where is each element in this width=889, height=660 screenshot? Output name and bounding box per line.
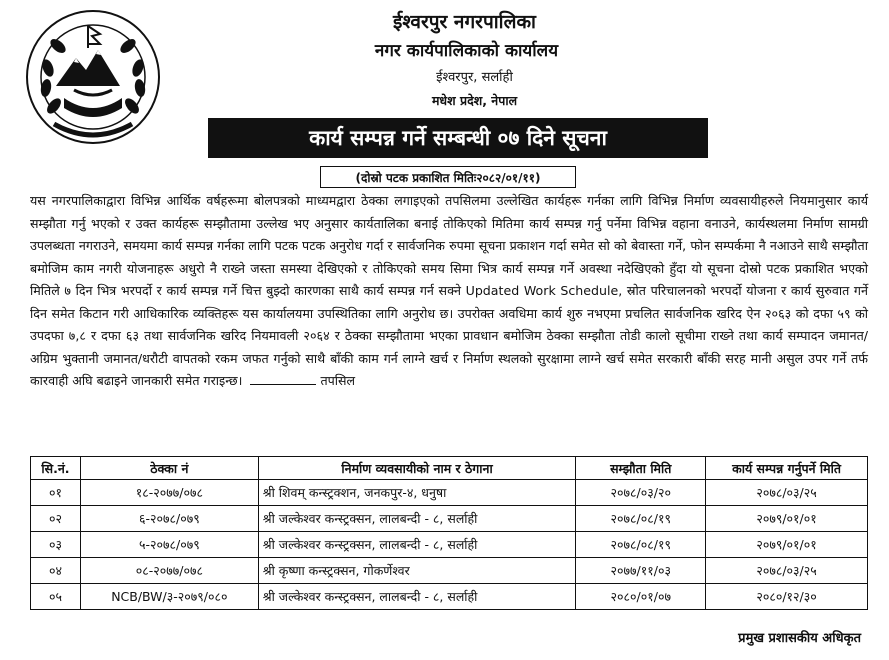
cell-completion-date: २०७९/०१/०१: [706, 532, 868, 558]
cell-contractor: श्री कृष्णा कन्स्ट्रक्सन, गोकर्णेश्वर: [258, 558, 576, 584]
cell-sn: ०१: [31, 480, 81, 506]
cell-contractor: श्री जल्केश्वर कन्स्ट्रक्सन, लालबन्दी - ८, सर्लाही: [258, 584, 576, 610]
table-row: [31, 506, 868, 532]
notice-body-text: यस नगरपालिकाद्वारा विभिन्न आर्थिक वर्षहरूमा बोलपत्रको माध्यमद्वारा ठेक्का लगाइएको तपसिलमा उल्लेखित कार्यहरू गर्नका लागि विभिन्न निर्माण व्यवसायीहरुले नियमानुसार कार्य सम्झौता गर्नु भएको र उक्त कार्यहरू सम्झौतामा उल्लेख भए अनुसार कार्यतालिका बनाई तोकिएको मितिमा कार्य सम्पन्न गर्नु पर्नेमा विभिन्न वहाना वनाउने, कार्यस्थलमा निर्माण सामग्री उपलब्धता नगराउने, समयमा कार्य सम्पन्न गर्नका लागि पटक पटक अनुरोध गर्दा र सार्वजनिक रुपमा सूचना प्रकाशन गर्दा समेत सो को बेवास्ता गर्ने, फोन सम्पर्कमा नै नआउने साथै सम्झौता बमोजिम काम नगरी योजनाहरू अधुरो नै राख्ने जस्ता समस्या देखिएको र तोकिएको समय सिमा भित्र कार्य सम्पन्न गर्ने अवस्था नदेखिएको हुँदा यो सूचना दोस्रो पटक प्रकाशित भएको मितिले ७ दिन भित्र भरपर्दो र कार्य सम्पन्न गर्ने चित्त बुझ्दो कारणका साथै कार्य सम्पन्न गर्न सक्ने Updated Work Schedule, स्रोत परिचालनको भरपर्दो योजना र कार्य सुरुवात गर्ने दिन समेत किटान गरी आधिकारिक व्यक्तिहरू यस कार्यालयमा उपस्थितिका लागि अनुरोध छ। उपरोक्त अवधिमा कार्य शुरु नभएमा प्रचलित सार्वजनिक खरिद ऐन २०६३ को दफा ५९ को उपदफा ७,८ र दफा ६३ तथा सार्वजनिक खरिद नियमावली २०६४ र ठेक्का सम्झौतामा भएका प्रावधान बमोजिम ठेक्का सम्झौता तोडी कालो सूचीमा राख्ने तथा कार्य सम्पादन जमानत/अग्रिम भुक्तानी जमानत/धरौटी वापतको रकम जफत गर्नुको साथै बाँकी काम गर्न लाग्ने खर्च र निर्माण स्थलको सुरक्षामा लाग्ने खर्च समेत सरकारी बाँकी सरह मानी असुल उपर गर्ने तर्फ कारवाही अघि बढाइने जानकारी समेत गराइन्छ।: [30, 193, 868, 388]
cell-contract-no: NCB/BW/३-२०७९/०८०: [80, 584, 258, 610]
cell-contract-no: ०८-२०७७/०७८: [80, 558, 258, 584]
works-table: [30, 456, 868, 610]
notice-title: कार्य सम्पन्न गर्ने सम्बन्धी ०७ दिने सूचना: [208, 118, 708, 158]
header-completion-date: कार्य सम्पन्न गर्नुपर्ने मिति: [706, 457, 868, 480]
cell-sn: ०२: [31, 506, 81, 532]
table-header-row: [31, 457, 868, 480]
office-name: नगर कार्यपालिकाको कार्यालय: [374, 41, 559, 61]
blank-line: [250, 384, 316, 385]
table-row: [31, 532, 868, 558]
tapasil-label: तपसिल: [320, 373, 356, 388]
notice-body: [30, 190, 868, 393]
cell-contract-no: १८-२०७७/०७८: [80, 480, 258, 506]
header-contract-no: ठेक्का नं: [80, 457, 258, 480]
table-row: [31, 558, 868, 584]
cell-agreement-date: २०७८/०८/१९: [576, 506, 706, 532]
cell-completion-date: २०८०/१२/३०: [706, 584, 868, 610]
table-row: [31, 584, 868, 610]
signatory-title: प्रमुख प्रशासकीय अधिकृत: [738, 631, 861, 646]
cell-contractor: श्री जल्केश्वर कन्स्ट्रक्सन, लालबन्दी - ८, सर्लाही: [258, 532, 576, 558]
cell-contract-no: ५-२०७८/०७९: [80, 532, 258, 558]
org-name: ईश्वरपुर नगरपालिका: [393, 11, 536, 33]
cell-sn: ०५: [31, 584, 81, 610]
header-agreement-date: सम्झौता मिति: [576, 457, 706, 480]
address: ईश्वरपुर, सर्लाही: [436, 70, 513, 85]
table-row: [31, 480, 868, 506]
header-contractor: निर्माण व्यवसायीको नाम र ठेगाना: [258, 457, 576, 480]
cell-agreement-date: २०७८/०३/२०: [576, 480, 706, 506]
cell-agreement-date: २०७८/०८/१९: [576, 532, 706, 558]
cell-agreement-date: २०७७/११/०३: [576, 558, 706, 584]
cell-contractor: श्री शिवम् कन्स्ट्रक्शन, जनकपुर-४, धनुषा: [258, 480, 576, 506]
cell-sn: ०३: [31, 532, 81, 558]
cell-completion-date: २०७८/०३/२५: [706, 480, 868, 506]
cell-contractor: श्री जल्केश्वर कन्स्ट्रक्सन, लालबन्दी - ८, सर्लाही: [258, 506, 576, 532]
cell-completion-date: २०७९/०१/०१: [706, 506, 868, 532]
cell-completion-date: २०७८/०३/२५: [706, 558, 868, 584]
province: मधेश प्रदेश, नेपाल: [431, 93, 518, 108]
cell-sn: ०४: [31, 558, 81, 584]
cell-agreement-date: २०८०/०१/०७: [576, 584, 706, 610]
header-sn: सि.नं.: [31, 457, 81, 480]
publish-date-box: (दोस्रो पटक प्रकाशित मितिः२०८२/०१/११): [320, 166, 576, 188]
cell-contract-no: ६-२०७८/०७९: [80, 506, 258, 532]
